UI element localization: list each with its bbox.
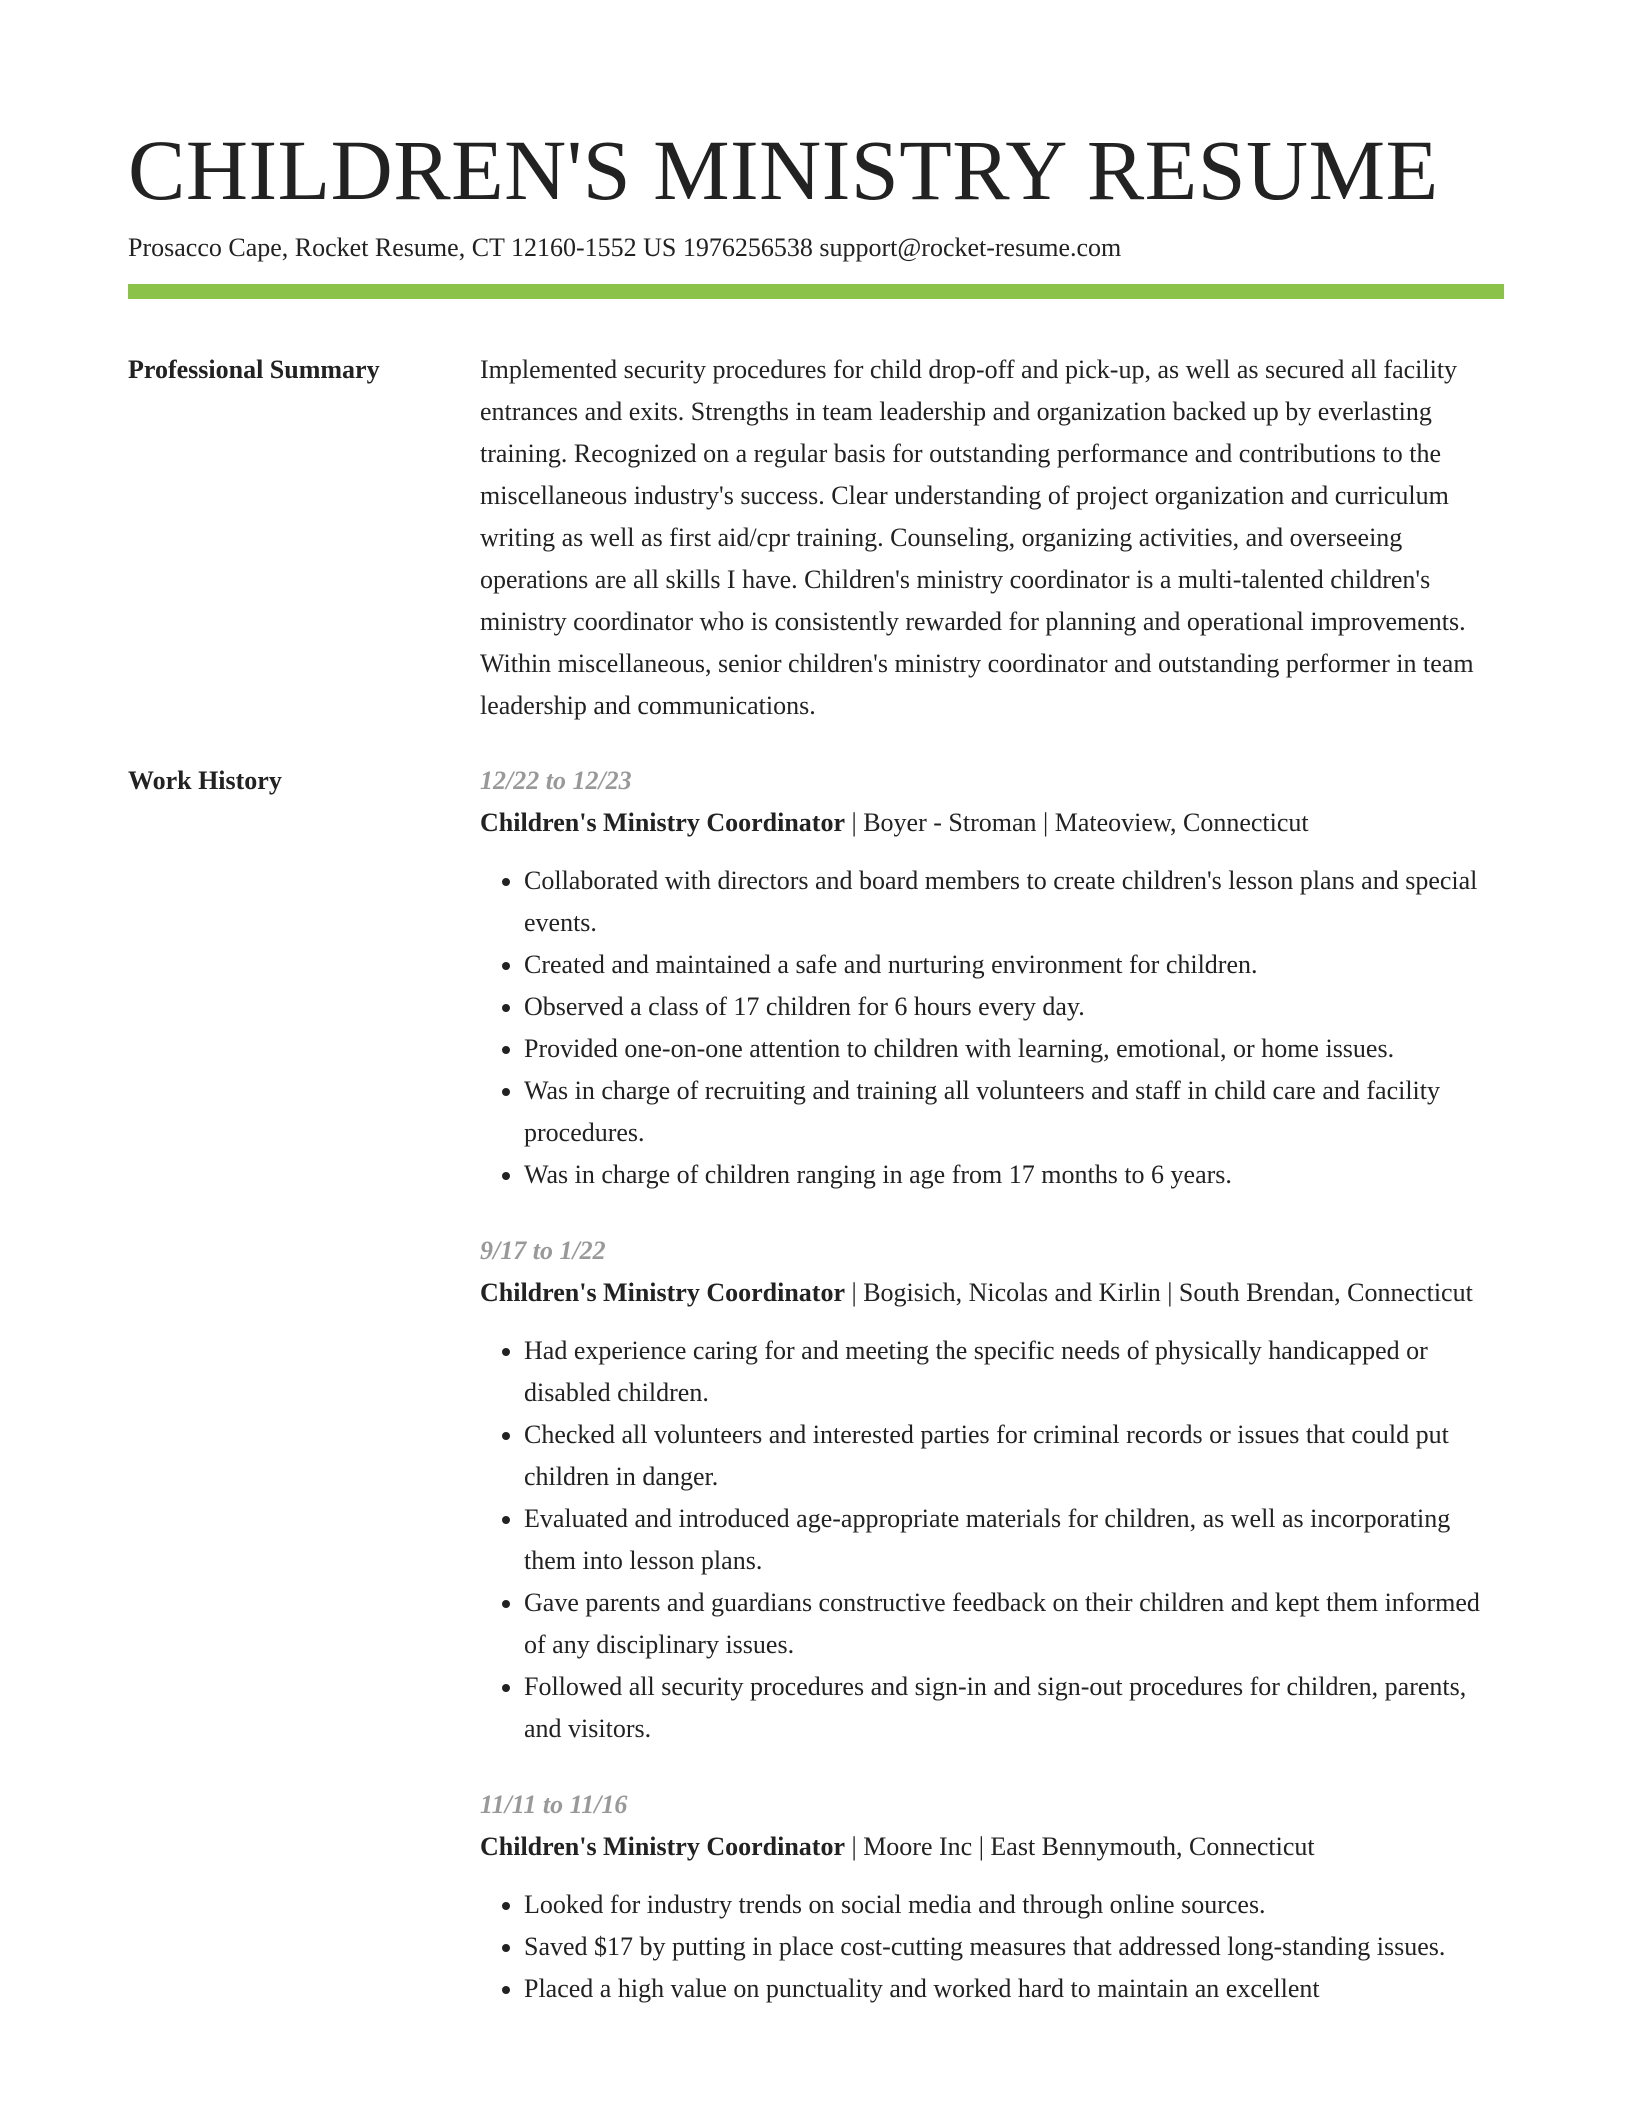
job-duty-item: • Evaluated and introduced age-appropriate materials for children, as well as incorporating them into lesson plans. bbox=[524, 1498, 1504, 1582]
job-title: Children's Ministry Coordinator bbox=[480, 1278, 845, 1307]
job-dates: 12/22 to 12/23 bbox=[480, 766, 632, 795]
job-duty-item: • Observed a class of 17 children for 6 hours every day. bbox=[524, 986, 1504, 1028]
job-duty-item: • Collaborated with directors and board members to create children's lesson plans and special events. bbox=[524, 860, 1504, 944]
job-title: Children's Ministry Coordinator bbox=[480, 808, 845, 837]
work-history-section bbox=[128, 760, 1504, 2010]
professional-summary-section bbox=[128, 349, 1504, 727]
job-dates: 11/11 to 11/16 bbox=[480, 1790, 628, 1819]
job-employer-location: | Moore Inc | East Bennymouth, Connecticut bbox=[844, 1832, 1315, 1861]
resume-title: CHILDREN'S MINISTRY RESUME bbox=[128, 122, 1439, 218]
job-dates: 9/17 to 1/22 bbox=[480, 1236, 606, 1265]
job-duty-item: • Looked for industry trends on social media and through online sources. bbox=[524, 1884, 1504, 1926]
job-duty-item: • Created and maintained a safe and nurturing environment for children. bbox=[524, 944, 1504, 986]
job-duty-item: • Placed a high value on punctuality and worked hard to maintain an excellent bbox=[524, 1968, 1504, 2010]
job-duty-item: • Saved $17 by putting in place cost-cutting measures that addressed long-standing issues. bbox=[524, 1926, 1504, 1968]
job-duty-item: • Gave parents and guardians constructive feedback on their children and kept them informed of any disciplinary issues. bbox=[524, 1582, 1504, 1666]
job-duty-item: • Was in charge of children ranging in age from 17 months to 6 years. bbox=[524, 1154, 1504, 1196]
job-employer-location: | Boyer - Stroman | Mateoview, Connecticut bbox=[844, 808, 1309, 837]
job-duty-item: • Provided one-on-one attention to children with learning, emotional, or home issues. bbox=[524, 1028, 1504, 1070]
section-label-professional-summary: Professional Summary bbox=[128, 355, 380, 384]
job-duty-item: • Checked all volunteers and interested parties for criminal records or issues that could put children in danger. bbox=[524, 1414, 1504, 1498]
job-duties-list bbox=[480, 1330, 1504, 1750]
work-history-body bbox=[480, 760, 1504, 2010]
job-entry bbox=[480, 1784, 1504, 2010]
job-header bbox=[480, 1272, 1504, 1314]
job-entry bbox=[480, 760, 1504, 1196]
job-title: Children's Ministry Coordinator bbox=[480, 1832, 845, 1861]
job-duty-item: • Was in charge of recruiting and training all volunteers and staff in child care and facility procedures. bbox=[524, 1070, 1504, 1154]
job-entry bbox=[480, 1230, 1504, 1750]
contact-info: Prosacco Cape, Rocket Resume, CT 12160-1552 US 1976256538 support@rocket-resume.com bbox=[128, 233, 1122, 262]
job-header bbox=[480, 802, 1504, 844]
section-label-work-history: Work History bbox=[128, 766, 282, 795]
header-divider bbox=[128, 284, 1504, 299]
job-duty-item: • Had experience caring for and meeting the specific needs of physically handicapped or disabled children. bbox=[524, 1330, 1504, 1414]
summary-body bbox=[480, 349, 1504, 727]
job-duties-list bbox=[480, 1884, 1504, 2010]
job-employer-location: | Bogisich, Nicolas and Kirlin | South Brendan, Connecticut bbox=[844, 1278, 1473, 1307]
job-header bbox=[480, 1826, 1504, 1868]
summary-text: Implemented security procedures for child drop-off and pick-up, as well as secured all facility entrances and exits. Strengths in team leadership and organization backed up by everlasting training. Recognized on a regular basis for outstanding performance and contributions to the miscellaneous industry's success. Clear understanding of project organization and curriculum writing as well as first aid/cpr training. Counseling, organizing activities, and overseeing operations are all skills I have. Children's ministry coordinator is a multi-talented children's ministry coordinator who is consistently rewarded for planning and operational improvements. Within miscellaneous, senior children's ministry coordinator and outstanding performer in team leadership and communications. bbox=[480, 355, 1474, 720]
resume-page bbox=[128, 0, 1504, 2010]
job-duty-item: • Followed all security procedures and sign-in and sign-out procedures for children, parents, and visitors. bbox=[524, 1666, 1504, 1750]
job-duties-list bbox=[480, 860, 1504, 1196]
